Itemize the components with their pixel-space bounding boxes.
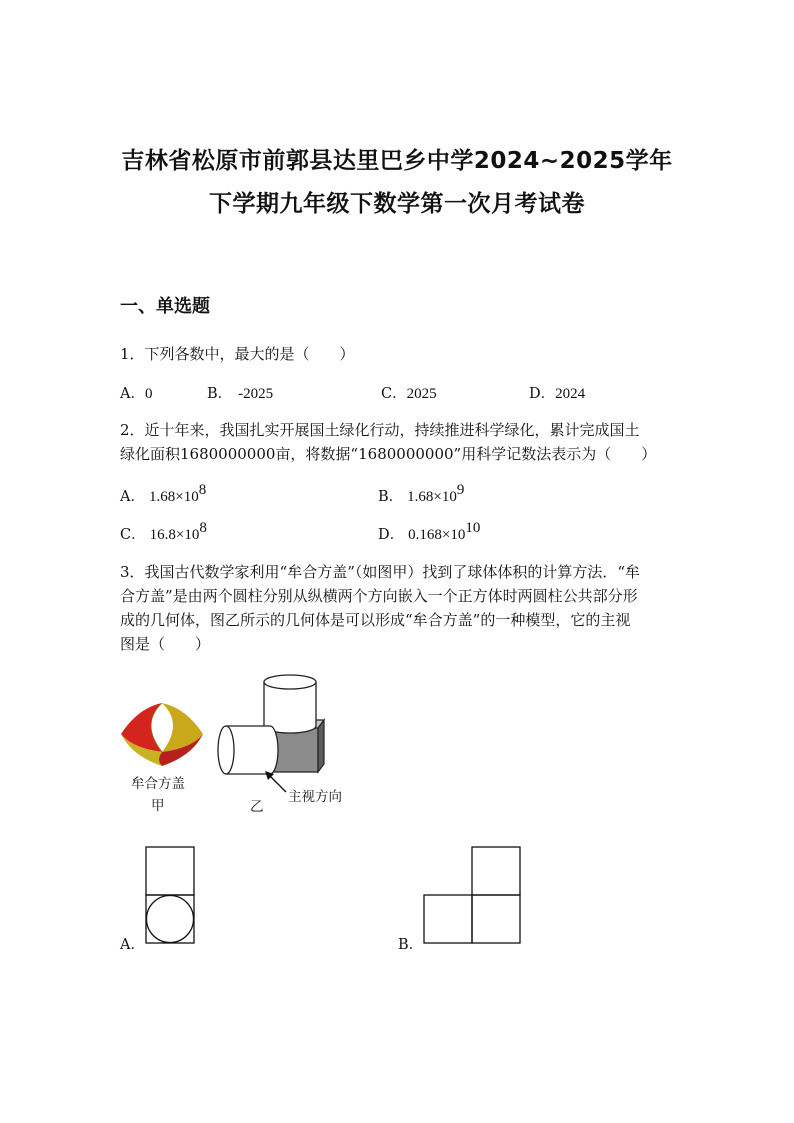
section-heading: 一、单选题 <box>120 296 210 317</box>
q1-option-d <box>529 382 585 403</box>
q2-option-d-letter: D． <box>378 527 405 543</box>
q1-option-b-letter: B． <box>207 386 233 402</box>
q2-option-c-coef: 16.8×10 <box>149 527 200 543</box>
q2-option-d-exp: 10 <box>465 520 481 536</box>
q2-option-b <box>378 482 464 506</box>
q1-option-a <box>120 382 152 403</box>
q1-option-b-value: -2025 <box>238 386 274 402</box>
figure-jia-name-label: 牟合方盖 <box>131 776 185 792</box>
figure-yi-cylinder-vertical-body <box>264 682 316 733</box>
q2-stem-line-1: 2．近十年来，我国扎实开展国土绿化行动，持续推进科学绿化，累计完成国土 <box>120 421 640 439</box>
q1-option-b <box>207 382 273 403</box>
q3-stem-line-1: 3．我国古代数学家利用“牟合方盖”（如图甲）找到了球体体积的计算方法．“牟 <box>120 563 641 581</box>
figure-yi-cylinder-horizontal-end <box>218 726 234 774</box>
q3-stem-line-3: 成的几何体，图乙所示的几何体是可以形成“牟合方盖”的一种模型，它的主视 <box>120 611 631 629</box>
q2-stem-line-2: 绿化面积1680000000亩，将数据“1680000000”用科学记数法表示为（ ） <box>120 445 657 463</box>
q2-option-b-letter: B． <box>378 489 404 505</box>
q2-option-a-exp: 8 <box>198 482 207 498</box>
q3-option-a-figure <box>145 846 197 948</box>
figure-yi-label: 乙 <box>250 799 264 815</box>
q3-stem-line-2: 合方盖”是由两个圆柱分别从纵横两个方向嵌入一个正方体时两圆柱公共部分形 <box>120 587 638 605</box>
q3-option-a-circle <box>147 896 194 943</box>
q2-option-c-letter: C． <box>120 527 146 543</box>
q2-option-b-exp: 9 <box>456 482 465 498</box>
q3-option-b-bottom-right-square <box>472 895 520 943</box>
q2-option-a-letter: A． <box>120 489 145 505</box>
q1-option-d-letter: D． <box>529 386 556 402</box>
q2-option-b-coef: 1.68×10 <box>407 489 457 505</box>
q1-option-a-letter: A． <box>120 386 145 402</box>
q2-option-a-coef: 1.68×10 <box>148 489 199 505</box>
q1-option-c-letter: C． <box>381 386 407 402</box>
view-direction-label: 主视方向 <box>288 789 342 805</box>
q2-option-c-exp: 8 <box>199 520 207 536</box>
q3-option-a-top-square <box>146 847 194 895</box>
figure-yi-cube-side <box>318 720 324 772</box>
q1-option-c <box>381 382 437 403</box>
q3-option-b-top-right-square <box>472 847 520 895</box>
figure-yi-model <box>214 672 324 782</box>
q1-option-c-value: 2025 <box>406 386 437 402</box>
figure-yi-cylinder-vertical-top <box>264 675 316 689</box>
q2-option-c <box>120 520 207 544</box>
exam-title-line-2: 下学期九年级下数学第一次月考试卷 <box>209 191 585 217</box>
figure-jia-mouhefanggai <box>118 700 208 770</box>
q1-stem: 1．下列各数中，最大的是（ ） <box>120 345 355 363</box>
q3-option-b-bottom-left-square <box>424 895 472 943</box>
q1-option-a-value: 0 <box>144 386 153 402</box>
q2-option-d <box>378 520 480 544</box>
q2-option-a <box>120 482 206 506</box>
figure-jia-face-yellow-right <box>162 703 203 752</box>
figure-jia-label: 甲 <box>151 798 165 814</box>
q2-option-d-coef: 0.168×10 <box>408 527 466 543</box>
q3-option-b-figure <box>423 846 523 946</box>
exam-title-line-1: 吉林省松原市前郭县达里巴乡中学2024~2025学年 <box>121 148 673 174</box>
q3-stem-line-4: 图是（ ） <box>120 635 211 653</box>
q3-option-a-letter: A． <box>120 937 145 953</box>
q1-option-d-value: 2024 <box>555 386 586 402</box>
q3-option-b-letter: B． <box>398 937 424 953</box>
figure-yi-cube-front <box>272 728 318 772</box>
